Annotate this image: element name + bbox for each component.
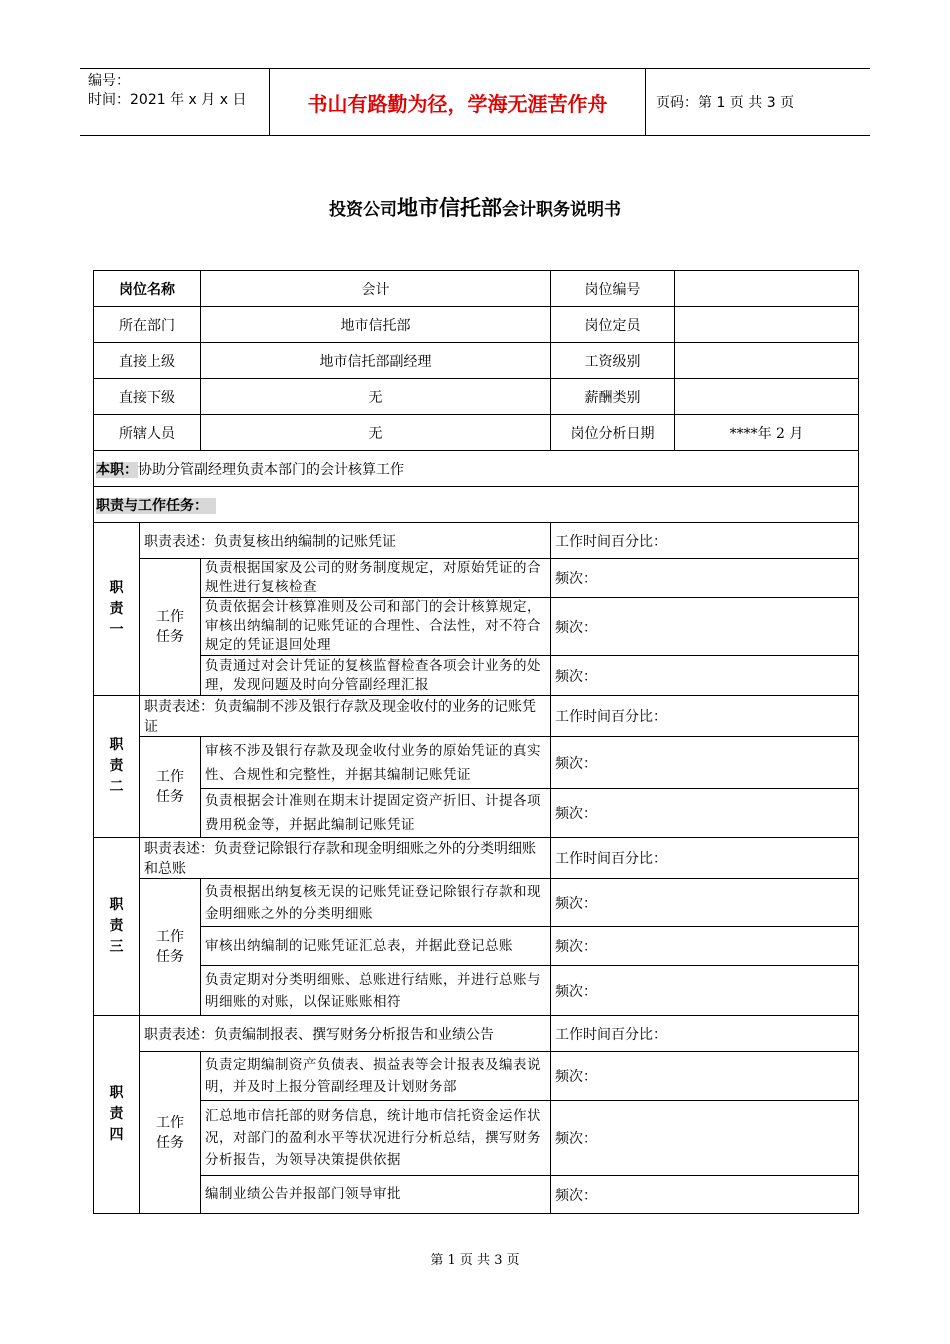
duty-name xyxy=(94,838,140,1016)
info-row xyxy=(94,415,859,451)
duty-statement: 职责表述：负责编制报表、撰写财务分析报告和业绩公告 xyxy=(140,1016,551,1052)
task-row xyxy=(94,1176,859,1214)
info-value xyxy=(675,343,859,379)
task-row xyxy=(94,879,859,927)
duty-statement-row xyxy=(94,1016,859,1052)
frequency-label: 频次： xyxy=(551,1176,859,1214)
duty-name-text: 职责二 xyxy=(109,737,124,795)
time-percent-label: 工作时间百分比： xyxy=(551,1016,859,1052)
info-key: 薪酬类别 xyxy=(551,379,675,415)
task-text: 负责根据出纳复核无误的记账凭证登记除银行存款和现金明细账之外的分类明细账 xyxy=(201,879,551,927)
work-tasks-text: 工作任务 xyxy=(156,609,184,645)
page-header xyxy=(80,68,870,136)
task-text: 负责依据会计核算准则及公司和部门的会计核算规定，审核出纳编制的记账凭证的合理性、合法性，对不符合规定的凭证退回处理 xyxy=(201,598,551,656)
time-percent-label: 工作时间百分比： xyxy=(551,523,859,559)
work-tasks-label xyxy=(140,737,201,838)
core-duty-text: 协助分管副经理负责本部门的会计核算工作 xyxy=(138,461,404,478)
info-row xyxy=(94,271,859,307)
info-key: 工资级别 xyxy=(551,343,675,379)
info-row xyxy=(94,343,859,379)
page-footer: 第 1 页 共 3 页 xyxy=(430,1253,520,1268)
document-code-label: 编号： xyxy=(88,73,130,89)
task-text: 审核不涉及银行存款及现金收付业务的原始凭证的真实性、合规性和完整性，并据其编制记账凭证 xyxy=(201,737,551,789)
duties-heading: 职责与工作任务： xyxy=(96,498,216,514)
task-text: 负责定期编制资产负债表、损益表等会计报表及编表说明，并及时上报分管副经理及计划财务部 xyxy=(201,1052,551,1101)
duty-statement-row xyxy=(94,838,859,879)
frequency-label: 频次： xyxy=(551,966,859,1016)
task-row xyxy=(94,927,859,966)
info-value: 地市信托部副经理 xyxy=(201,343,551,379)
frequency-label: 频次： xyxy=(551,879,859,927)
task-text: 汇总地市信托部的财务信息，统计地市信托资金运作状况，对部门的盈利水平等状况进行分析总结，撰写财务分析报告，为领导决策提供依据 xyxy=(201,1101,551,1176)
job-description-table xyxy=(93,270,859,1214)
task-text: 负责根据国家及公司的财务制度规定，对原始凭证的合规性进行复核检查 xyxy=(201,559,551,598)
duty-name-text: 职责四 xyxy=(109,1085,124,1143)
info-value xyxy=(675,379,859,415)
task-text: 审核出纳编制的记账凭证汇总表，并据此登记总账 xyxy=(201,927,551,966)
task-row xyxy=(94,598,859,656)
info-row xyxy=(94,307,859,343)
frequency-label: 频次： xyxy=(551,927,859,966)
task-text: 负责通过对会计凭证的复核监督检查各项会计业务的处理，发现问题及时向分管副经理汇报 xyxy=(201,656,551,696)
core-duty-label: 本职： xyxy=(96,461,138,478)
task-row xyxy=(94,1052,859,1101)
info-key: 岗位名称 xyxy=(94,271,201,307)
task-row xyxy=(94,1101,859,1176)
duty-name xyxy=(94,523,140,696)
header-page-number: 页码：第 1 页 共 3 页 xyxy=(656,95,795,111)
frequency-label: 频次： xyxy=(551,1101,859,1176)
duty-statement-row xyxy=(94,523,859,559)
info-value: 会计 xyxy=(201,271,551,307)
frequency-label: 频次： xyxy=(551,1052,859,1101)
core-duty-row xyxy=(94,451,859,487)
frequency-label: 频次： xyxy=(551,789,859,838)
duty-statement: 职责表述：负责编制不涉及银行存款及现金收付的业务的记账凭证 xyxy=(140,696,551,737)
info-key: 所在部门 xyxy=(94,307,201,343)
work-tasks-label xyxy=(140,559,201,696)
core-duty-cell xyxy=(94,451,859,487)
info-value xyxy=(675,307,859,343)
header-meta xyxy=(80,69,270,135)
duty-name-text: 职责三 xyxy=(109,897,124,955)
duties-heading-row xyxy=(94,487,859,523)
info-key: 直接下级 xyxy=(94,379,201,415)
work-tasks-text: 工作任务 xyxy=(156,929,184,965)
task-text: 负责定期对分类明细账、总账进行结账，并进行总账与明细账的对账，以保证账账相符 xyxy=(201,966,551,1016)
duty-name xyxy=(94,1016,140,1214)
task-row xyxy=(94,966,859,1016)
info-key: 所辖人员 xyxy=(94,415,201,451)
frequency-label: 频次： xyxy=(551,656,859,696)
work-tasks-text: 工作任务 xyxy=(156,769,184,805)
title-emphasis: 地市信托部 xyxy=(397,195,502,220)
info-value: 地市信托部 xyxy=(201,307,551,343)
work-tasks-label xyxy=(140,879,201,1016)
info-value xyxy=(675,271,859,307)
frequency-label: 频次： xyxy=(551,737,859,789)
info-value: 无 xyxy=(201,415,551,451)
task-text: 编制业绩公告并报部门领导审批 xyxy=(201,1176,551,1214)
duty-statement: 职责表述：负责登记除银行存款和现金明细账之外的分类明细账和总账 xyxy=(140,838,551,879)
info-value: ****年 2 月 xyxy=(675,415,859,451)
duty-statement-row xyxy=(94,696,859,737)
frequency-label: 频次： xyxy=(551,559,859,598)
header-motto: 书山有路勤为径，学海无涯苦作舟 xyxy=(270,69,646,135)
document-date: 时间：2021 年 x 月 x 日 xyxy=(88,92,247,108)
info-key: 岗位分析日期 xyxy=(551,415,675,451)
info-row xyxy=(94,379,859,415)
time-percent-label: 工作时间百分比： xyxy=(551,838,859,879)
task-text: 负责根据会计准则在期末计提固定资产折旧、计提各项费用税金等，并据此编制记账凭证 xyxy=(201,789,551,838)
title-suffix: 会计职务说明书 xyxy=(502,200,621,220)
task-row xyxy=(94,789,859,838)
info-key: 岗位编号 xyxy=(551,271,675,307)
time-percent-label: 工作时间百分比： xyxy=(551,696,859,737)
duty-name-text: 职责一 xyxy=(109,579,124,638)
info-key: 岗位定员 xyxy=(551,307,675,343)
document-title xyxy=(0,192,950,222)
task-row xyxy=(94,559,859,598)
duties-heading-cell xyxy=(94,487,859,523)
work-tasks-label xyxy=(140,1052,201,1214)
work-tasks-text: 工作任务 xyxy=(156,1114,184,1151)
task-row xyxy=(94,656,859,696)
info-key: 直接上级 xyxy=(94,343,201,379)
task-row xyxy=(94,737,859,789)
duty-name xyxy=(94,696,140,838)
title-prefix: 投资公司 xyxy=(329,200,397,220)
info-value: 无 xyxy=(201,379,551,415)
frequency-label: 频次： xyxy=(551,598,859,656)
duty-statement: 职责表述：负责复核出纳编制的记账凭证 xyxy=(140,523,551,559)
